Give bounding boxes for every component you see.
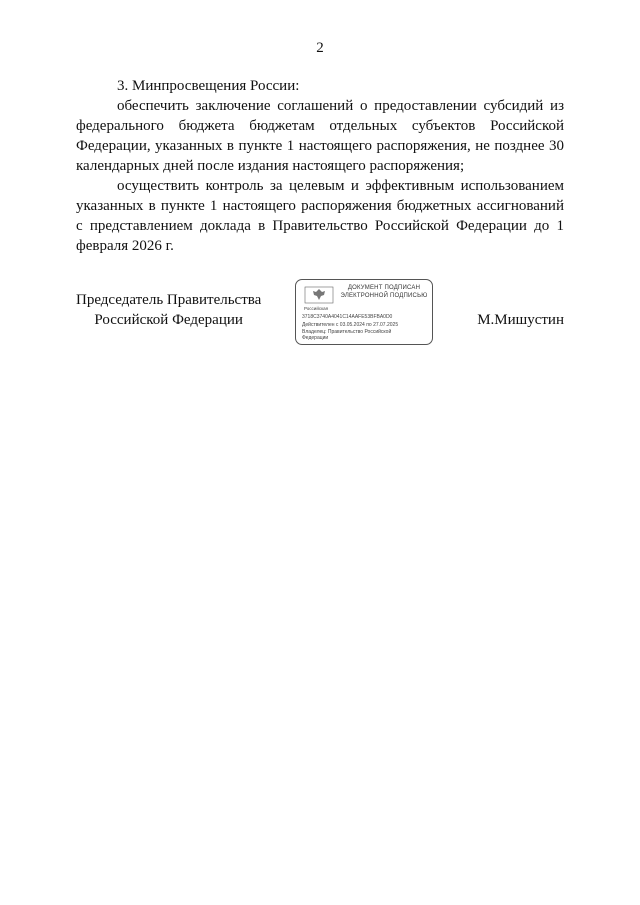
- paragraph-item-3: 3. Минпросвещения России:: [117, 78, 300, 94]
- stamp-validity: Действителен с 03.05.2024 по 27.07.2025: [302, 322, 399, 328]
- stamp-heading: [338, 284, 430, 300]
- signatory-title-line1: Председатель Правительства: [76, 292, 262, 308]
- signatory-title-line2: Российской Федерации: [94, 312, 243, 328]
- signatory-name: М.Мишустин: [477, 312, 564, 328]
- stamp-owner-line1: Владелец: Правительство Российской: [302, 329, 392, 335]
- stamp-heading-line1: ДОКУМЕНТ ПОДПИСАН: [347, 285, 421, 291]
- stamp-certificate: 3718C3740A4041C14AAFE53BFBA0D0: [302, 314, 393, 320]
- page-number: 2: [316, 40, 324, 56]
- stamp-emblem-label: Российская: [304, 306, 329, 311]
- signatory-title: [76, 290, 261, 330]
- stamp-owner-line2: Федерации: [302, 335, 329, 341]
- document-body: [76, 76, 564, 256]
- paragraph-control: осуществить контроль за целевым и эффективным использованием указанных в пункте 1 настоящего распоряжения бюджетных ассигнований с представлением доклада в Правительство Российской Федерации до 1 февраля 2026 г.: [76, 178, 564, 254]
- paragraph-ensure-agreements: обеспечить заключение соглашений о предоставлении субсидий из федерального бюджета бюджетам отдельных субъектов Российской Федерации, указанных в пункте 1 настоящего распоряжения, не позднее 30 календарных дней после издания настоящего распоряжения;: [76, 98, 564, 174]
- electronic-signature-stamp: [295, 279, 433, 345]
- stamp-heading-line2: ЭЛЕКТРОННОЙ ПОДПИСЬЮ: [340, 293, 428, 299]
- coat-of-arms-icon: [304, 286, 334, 304]
- signature-block: [76, 285, 564, 350]
